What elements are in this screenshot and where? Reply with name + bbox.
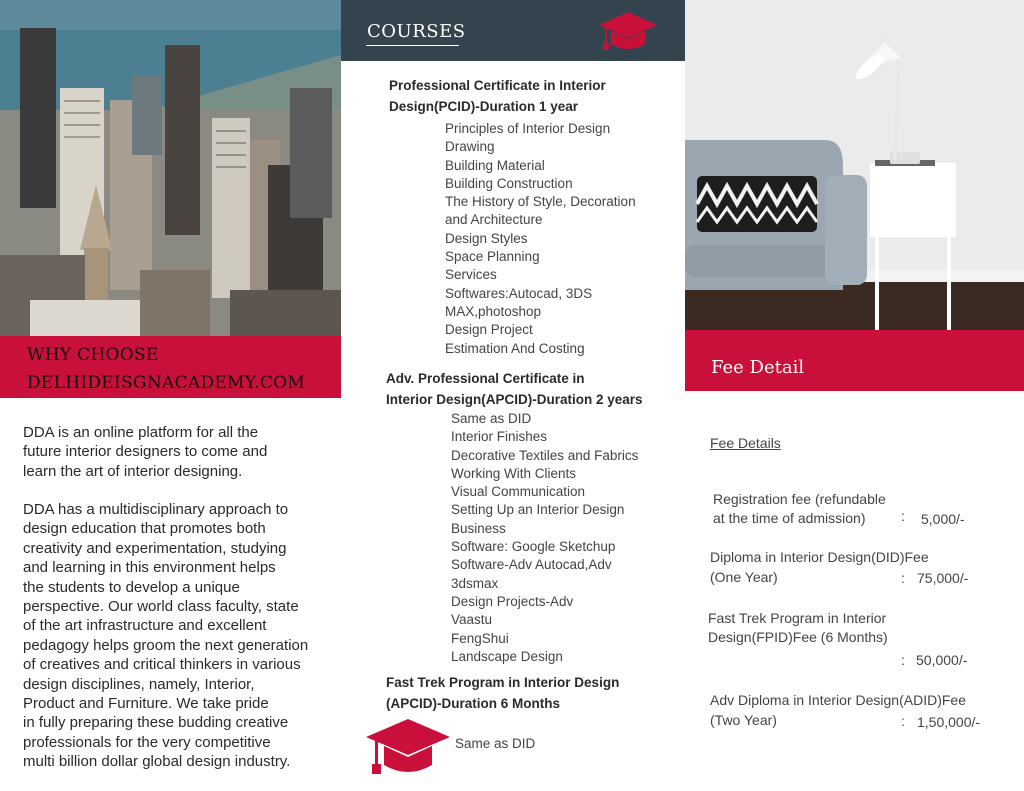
courses-title: COURSES [367,21,466,42]
apcid-heading-line2: Interior Design(APCID)-Duration 2 years [386,392,643,407]
graduation-cap-icon [364,717,452,783]
list-item: Landscape Design [451,648,563,664]
courses-title-underline [366,45,459,46]
list-item: Same as DID [451,411,532,426]
fee-fpid-line1: Fast Trek Program in Interior [708,610,887,626]
list-item: The History of Style, Decoration [445,194,636,210]
list-item: Vaastu [451,612,493,628]
apcid-heading-line1: Adv. Professional Certificate in [386,371,585,386]
list-item: Building Construction [445,175,573,191]
fast-trek-note: Same as DID [455,736,536,751]
pcid-heading-line1: Professional Certificate in Interior [389,78,606,93]
fee-fpid-colon: : [901,652,905,668]
fee-adid-amount: 1,50,000/- [917,714,981,730]
list-item: Building Material [445,157,545,173]
list-item: Business [451,520,506,536]
list-item: Interior Finishes [451,429,548,445]
list-item: Decorative Textiles and Fabrics [451,447,639,463]
city-skyline-photo [0,0,341,336]
pcid-subject-list [445,120,636,358]
list-item: Principles of Interior Design [445,121,611,136]
fee-details-subtitle: Fee Details [710,435,781,451]
apcid-subject-list [451,410,638,666]
list-item: Softwares:Autocad, 3DS [445,285,593,301]
fee-did-line1: Diploma in Interior Design(DID)Fee [710,549,929,565]
graduation-cap-icon [597,10,659,56]
list-item: MAX,photoshop [445,303,542,319]
fee-adid-line2: (Two Year) [710,712,777,728]
list-item: Visual Communication [451,484,586,500]
list-item: Drawing [445,139,495,155]
fee-registration-line1: Registration fee (refundable [713,491,886,507]
list-item: and Architecture [445,212,543,228]
fee-detail-title: Fee Detail [711,357,805,378]
list-item: Estimation And Costing [445,340,585,356]
fast-trek-heading-line1: Fast Trek Program in Interior Design [386,675,620,690]
living-room-photo [685,0,1024,330]
list-item: Space Planning [445,249,540,265]
list-item: Software: Google Sketchup [451,539,616,555]
approach-paragraph: DDA has a multidisciplinary approach to design education that promotes both creativity and experimentation, studying and learning in this environment helps the students to develop a unique perspective. Our world class faculty, state of the art infrastructure and excellent pedagogy helps groom the next generation of creatives and critical thinkers in various design disciplines, namely, Interior, Product and Furniture. We take pride in fully preparing these budding creative professionals for the very competitive multi billion dollar global design industry. [23,501,309,771]
list-item: Services [445,267,497,283]
list-item: Setting Up an Interior Design [451,502,625,518]
fee-did-colon: : [901,570,905,586]
why-choose-heading: WHY CHOOSE [27,345,159,365]
fee-did-amount: 75,000/- [917,570,969,586]
fee-registration-colon: : [901,508,905,524]
list-item: Design Styles [445,230,528,246]
fee-fpid-line2: Design(FPID)Fee (6 Months) [708,629,888,645]
fee-did-line2: (One Year) [710,569,778,585]
fee-registration-line2: at the time of admission) [713,510,866,526]
list-item: Software-Adv Autocad,Adv [451,557,612,573]
fee-adid-line1: Adv Diploma in Interior Design(ADID)Fee [710,692,966,708]
fee-adid-colon: : [901,713,905,729]
list-item: Working With Clients [451,465,577,481]
list-item: Design Project [445,322,533,338]
fast-trek-heading-line2: (APCID)-Duration 6 Months [386,696,560,711]
site-name-heading: DELHIDEISGNACADEMY.COM [27,373,306,393]
list-item: FengShui [451,630,509,646]
fee-fpid-amount: 50,000/- [916,652,968,668]
pcid-heading-line2: Design(PCID)-Duration 1 year [389,99,579,114]
intro-paragraph: DDA is an online platform for all the future interior designers to come and learn the art of interior designing. [23,424,268,480]
fee-registration-amount: 5,000/- [921,511,965,527]
list-item: 3dsmax [451,575,499,591]
list-item: Design Projects-Adv [451,593,574,609]
